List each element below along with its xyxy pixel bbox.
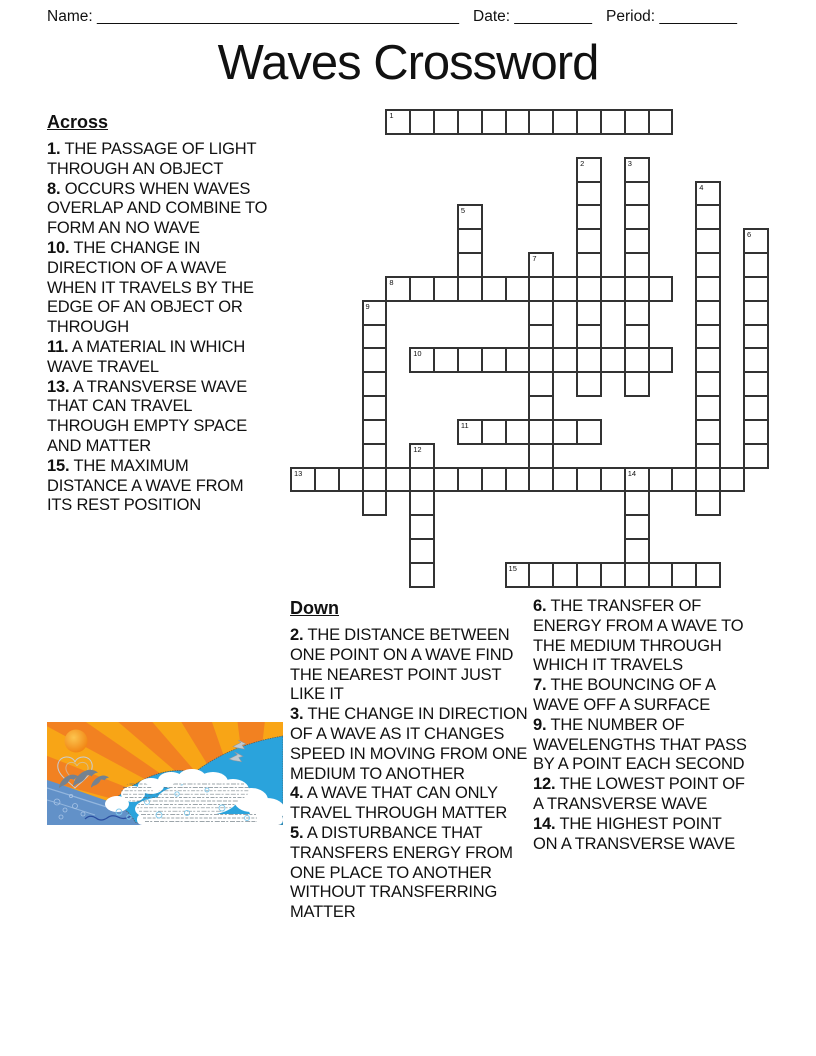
grid-line — [458, 252, 482, 254]
clue-down-6: 6. THE TRANSFER OF ENERGY FROM A WAVE TO THE MEDIUM THROUGH WHICH IT TRAVELS — [533, 597, 744, 675]
grid-line — [671, 563, 673, 587]
grid-line — [624, 563, 626, 587]
clue-number-7: 7 — [532, 254, 537, 264]
grid-line — [409, 277, 411, 301]
clue-across-15: 15. THE MAXIMUM DISTANCE A WAVE FROM ITS REST POSITION — [47, 456, 244, 515]
grid-line — [696, 371, 720, 373]
grid-line — [625, 204, 649, 206]
grid-line — [624, 348, 626, 372]
grid-line — [338, 468, 340, 492]
grid-line — [481, 468, 483, 492]
down-section-column-2 — [533, 597, 747, 854]
ocean-wave-illustration — [47, 722, 283, 825]
sun-icon — [65, 730, 88, 753]
grid-line — [481, 110, 483, 134]
grid-line — [481, 420, 483, 444]
grid-line — [314, 468, 316, 492]
grid-line — [744, 371, 768, 373]
grid-line — [528, 563, 530, 587]
grid-line — [385, 468, 387, 492]
grid-line — [363, 324, 387, 326]
across-heading: Across — [47, 112, 109, 132]
grid-line — [576, 420, 578, 444]
answer-boxes-6-down[interactable] — [743, 228, 769, 468]
grid-line — [744, 300, 768, 302]
clue-across-10: 10. THE CHANGE IN DIRECTION OF A WAVE WHEN IT TRAVELS BY THE EDGE OF AN OBJECT OR THROUGH — [47, 238, 254, 337]
grid-line — [529, 324, 553, 326]
grid-line — [696, 419, 720, 421]
grid-line — [625, 490, 649, 492]
grid-line — [577, 228, 601, 230]
grid-line — [695, 468, 697, 492]
grid-line — [744, 324, 768, 326]
grid-line — [744, 276, 768, 278]
clue-down-4: 4. A WAVE THAT CAN ONLY TRAVEL THROUGH MATTER — [290, 784, 508, 823]
grid-line — [552, 348, 554, 372]
answer-boxes-11-across[interactable] — [457, 419, 602, 445]
grid-line — [505, 277, 507, 301]
clue-number-12: 12 — [413, 444, 422, 454]
grid-line — [744, 252, 768, 254]
grid-line — [744, 347, 768, 349]
grid-line — [648, 110, 650, 134]
grid-line — [410, 514, 434, 516]
clue-across-13: 13. A TRANSVERSE WAVE THAT CAN TRAVEL THROUGH EMPTY SPACE AND MATTER — [47, 377, 248, 455]
grid-line — [363, 347, 387, 349]
clue-number-9: 9 — [365, 301, 370, 311]
grid-line — [625, 514, 649, 516]
period-blank[interactable]: _________ — [659, 8, 738, 25]
down-heading: Down — [290, 598, 339, 618]
grid-line — [744, 443, 768, 445]
grid-line — [552, 468, 554, 492]
clue-number-8: 8 — [389, 277, 394, 287]
grid-line — [625, 181, 649, 183]
grid-line — [528, 420, 530, 444]
grid-line — [696, 443, 720, 445]
grid-line — [576, 277, 578, 301]
grid-line — [362, 468, 364, 492]
grid-line — [696, 300, 720, 302]
grid-line — [576, 468, 578, 492]
clue-down-9: 9. THE NUMBER OF WAVELENGTHS THAT PASS BY A POINT EACH SECOND — [533, 715, 747, 774]
grid-line — [505, 110, 507, 134]
grid-line — [528, 110, 530, 134]
page-title: Waves Crossword — [217, 36, 599, 90]
grid-line — [577, 204, 601, 206]
name-blank[interactable]: __________________________________________ — [96, 8, 460, 25]
grid-line — [433, 277, 435, 301]
clue-down-7: 7. THE BOUNCING OF A WAVE OFF A SURFACE — [533, 676, 715, 714]
grid-line — [696, 276, 720, 278]
clue-number-14: 14 — [627, 468, 637, 478]
date-label: Date: — [473, 8, 511, 25]
grid-line — [363, 419, 387, 421]
answer-boxes-8-across[interactable] — [385, 276, 673, 302]
grid-line — [744, 419, 768, 421]
grid-line — [528, 468, 530, 492]
grid-line — [625, 324, 649, 326]
grid-line — [552, 110, 554, 134]
grid-line — [696, 204, 720, 206]
grid-line — [744, 395, 768, 397]
grid-line — [696, 228, 720, 230]
grid-line — [576, 110, 578, 134]
answer-boxes-13-across[interactable] — [290, 467, 745, 493]
grid-line — [433, 348, 435, 372]
grid-line — [648, 348, 650, 372]
grid-line — [433, 110, 435, 134]
grid-line — [457, 110, 459, 134]
grid-line — [696, 395, 720, 397]
grid-line — [481, 348, 483, 372]
clue-down-2: 2. THE DISTANCE BETWEEN ONE POINT ON A WAVE FIND THE NEAREST POINT JUST LIKE IT — [290, 626, 514, 704]
grid-line — [576, 348, 578, 372]
grid-line — [410, 562, 434, 564]
clue-down-5: 5. A DISTURBANCE THAT TRANSFERS ENERGY FROM ONE PLACE TO ANOTHER WITHOUT TRANSFERRING MATTER — [290, 823, 513, 922]
grid-line — [696, 252, 720, 254]
clue-number-6: 6 — [746, 230, 752, 240]
answer-boxes-12-down[interactable] — [409, 443, 435, 588]
grid-line — [529, 395, 553, 397]
grid-line — [577, 252, 601, 254]
clue-number-10: 10 — [413, 349, 422, 359]
clue-across-1: 1. THE PASSAGE OF LIGHT THROUGH AN OBJECT — [47, 140, 257, 178]
clue-down-3: 3. THE CHANGE IN DIRECTION OF A WAVE AS IT CHANGES SPEED IN MOVING FROM ONE MEDIUM TO ANOTHER — [290, 705, 528, 783]
grid-line — [505, 468, 507, 492]
name-label: Name: — [47, 8, 93, 25]
grid-line — [600, 277, 602, 301]
grid-line — [624, 277, 626, 301]
clue-number-3: 3 — [627, 158, 632, 168]
grid-line — [457, 348, 459, 372]
grid-line — [625, 252, 649, 254]
grid-line — [696, 324, 720, 326]
grid-line — [552, 420, 554, 444]
grid-line — [505, 420, 507, 444]
clue-number-13: 13 — [294, 468, 303, 478]
answer-boxes-10-across[interactable] — [409, 347, 673, 373]
grid-line — [433, 468, 435, 492]
clue-number-15: 15 — [508, 563, 517, 573]
grid-line — [600, 348, 602, 372]
down-section-column-1 — [290, 597, 528, 923]
grid-line — [363, 443, 387, 445]
grid-line — [363, 395, 387, 397]
grid-line — [648, 563, 650, 587]
grid-line — [671, 468, 673, 492]
grid-line — [577, 324, 601, 326]
answer-boxes-15-across[interactable] — [505, 562, 722, 588]
grid-line — [481, 277, 483, 301]
answer-boxes-1-across[interactable] — [385, 109, 673, 135]
grid-line — [625, 228, 649, 230]
clue-across-8: 8. OCCURS WHEN WAVES OVERLAP AND COMBINE TO FORM AN NO WAVE — [47, 179, 268, 238]
grid-line — [505, 348, 507, 372]
grid-line — [600, 468, 602, 492]
grid-line — [600, 563, 602, 587]
grid-line — [457, 277, 459, 301]
grid-line — [624, 110, 626, 134]
grid-line — [719, 468, 721, 492]
grid-line — [648, 277, 650, 301]
grid-line — [600, 110, 602, 134]
period-label: Period: — [606, 8, 656, 25]
clue-number-1: 1 — [389, 111, 394, 120]
grid-line — [577, 181, 601, 183]
grid-line — [695, 563, 697, 587]
clue-number-5: 5 — [460, 206, 466, 216]
grid-line — [458, 228, 482, 230]
grid-line — [410, 538, 434, 540]
grid-line — [409, 468, 411, 492]
clue-number-11: 11 — [460, 420, 469, 430]
grid-line — [625, 538, 649, 540]
grid-line — [528, 277, 530, 301]
grid-line — [363, 371, 387, 373]
grid-line — [457, 468, 459, 492]
grid-line — [409, 110, 411, 134]
grid-line — [552, 277, 554, 301]
grid-line — [552, 563, 554, 587]
clue-across-11: 11. A MATERIAL IN WHICH WAVE TRAVEL — [47, 337, 246, 376]
clue-down-12: 12. THE LOWEST POINT OF A TRANSVERSE WAVE — [533, 775, 745, 813]
date-blank[interactable]: _________ — [514, 8, 592, 25]
grid-line — [576, 563, 578, 587]
grid-line — [696, 347, 720, 349]
grid-line — [528, 348, 530, 372]
clue-number-4: 4 — [699, 182, 704, 192]
clue-number-2: 2 — [580, 158, 585, 168]
clue-down-14: 14. THE HIGHEST POINT ON A TRANSVERSE WAVE — [533, 814, 736, 853]
